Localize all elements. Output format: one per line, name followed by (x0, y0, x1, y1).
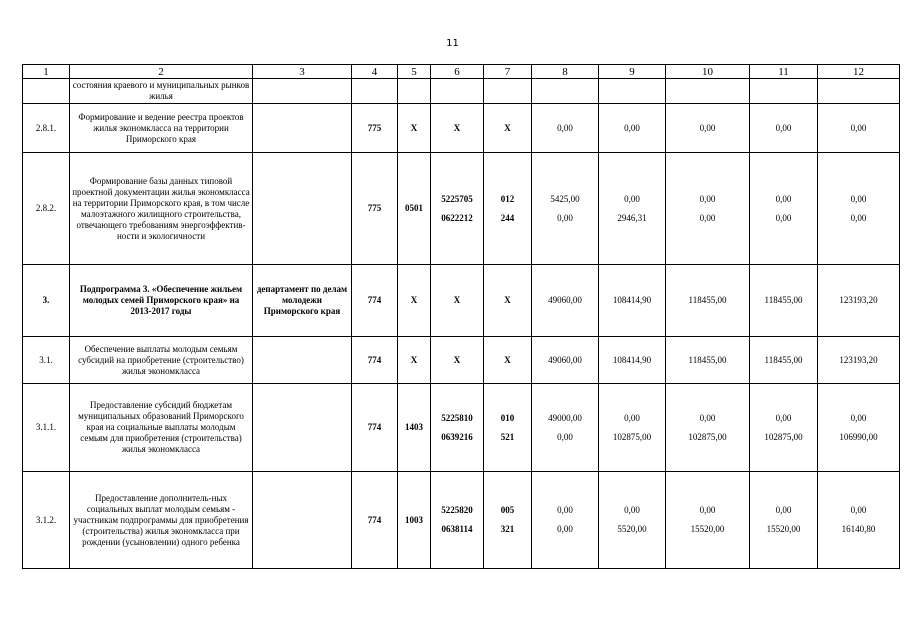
cell-c12 (818, 384, 900, 472)
row-executor (253, 79, 352, 104)
cell-value: 0622212 (441, 212, 473, 223)
cell-c4: 775 (352, 104, 398, 153)
cell-c11: 0,00 (750, 104, 818, 153)
cell-c9 (599, 472, 666, 569)
row-name: Формирование и ведение реестра проектов жилья экономкласса на территории Приморского края (70, 104, 253, 153)
cell-value: 012 (500, 193, 515, 204)
cell-value: 0,00 (850, 412, 867, 423)
cell-value: 102875,00 (612, 431, 652, 442)
cell-value: 0,00 (624, 412, 640, 423)
cell-c6: X (431, 337, 484, 384)
cell-value: 0,00 (624, 505, 640, 515)
cell-c9: 108414,90 (599, 337, 666, 384)
page-number: 11 (446, 38, 459, 49)
cell-c11 (750, 384, 818, 472)
cell-c7 (484, 472, 532, 569)
cell-c11 (750, 153, 818, 265)
cell-c12 (818, 153, 900, 265)
cell-value: 0,00 (699, 505, 716, 515)
col-header: 3 (253, 65, 352, 79)
cell-value: 0,00 (850, 212, 867, 223)
cell-c7 (484, 79, 532, 104)
cell-c8 (532, 472, 599, 569)
cell-value: 102875,00 (764, 431, 803, 442)
cell-c9: 0,00 (599, 104, 666, 153)
cell-c10 (666, 384, 750, 472)
cell-c4 (352, 79, 398, 104)
cell-c7 (484, 384, 532, 472)
cell-c4: 774 (352, 472, 398, 569)
cell-value: 0,00 (850, 505, 867, 515)
cell-c5: 1003 (398, 472, 431, 569)
cell-c5: X (398, 337, 431, 384)
cell-c7: X (484, 337, 532, 384)
cell-value: 5425,00 (550, 193, 580, 204)
cell-c9 (599, 79, 666, 104)
cell-value: 5225810 (441, 412, 473, 423)
cell-c5 (398, 79, 431, 104)
row-name: Предоставление субсидий бюджетам муниципальных образований Приморского края на социальные выплаты молодым семьям для приобретения (строительства) жилья экономкласса (70, 384, 253, 472)
cell-c8 (532, 384, 599, 472)
row-name: Формирование базы данных типовой проектной документации жилья экономкласса на территории Приморского края, в том числе малоэтажного жилищного строительства, отвечающего требованиям энергоэффектив-ности и экологичности (70, 153, 253, 265)
cell-c10 (666, 79, 750, 104)
row-number: 3.1.1. (23, 384, 70, 472)
cell-c12: 0,00 (818, 104, 900, 153)
cell-c5: 0501 (398, 153, 431, 265)
cell-c10: 118455,00 (666, 337, 750, 384)
cell-value: 010 (500, 412, 515, 423)
cell-value: 244 (500, 212, 515, 223)
cell-c5: X (398, 265, 431, 337)
cell-value: 15520,00 (766, 524, 801, 534)
col-header: 4 (352, 65, 398, 79)
cell-value: 0638114 (441, 524, 473, 534)
cell-c11 (750, 79, 818, 104)
cell-c5: X (398, 104, 431, 153)
col-header: 1 (23, 65, 70, 79)
cell-value: 0,00 (699, 193, 716, 204)
cell-c12: 123193,20 (818, 265, 900, 337)
row-executor (253, 384, 352, 472)
cell-value: 0639216 (441, 431, 473, 442)
cell-value: 15520,00 (690, 524, 725, 534)
cell-c10: 0,00 (666, 104, 750, 153)
row-name: Предоставление дополнитель-ных социальных выплат молодым семьям - участникам подпрограммы для приобретения (строительства) жилья экономкласса при рождении (усыновлении) одного ребенка (70, 472, 253, 569)
table-row (23, 79, 900, 104)
row-executor (253, 337, 352, 384)
cell-value: 0,00 (699, 212, 716, 223)
cell-value: 5225705 (441, 193, 473, 204)
col-header: 5 (398, 65, 431, 79)
cell-value: 0,00 (624, 193, 640, 204)
cell-value: 5225820 (441, 505, 473, 515)
cell-c4: 774 (352, 265, 398, 337)
row-number: 3. (23, 265, 70, 337)
cell-c9: 108414,90 (599, 265, 666, 337)
row-name: Подпрограмма 3. «Обеспечение жильем молодых семей Приморского края» на 2013-2017 годы (70, 265, 253, 337)
cell-c11: 118455,00 (750, 265, 818, 337)
cell-c6 (431, 79, 484, 104)
cell-value: 521 (500, 431, 515, 442)
cell-c9 (599, 153, 666, 265)
row-executor (253, 472, 352, 569)
row-name: состояния краевого и муниципальных рынков жилья (70, 79, 253, 104)
cell-value: 16140,80 (841, 524, 876, 534)
cell-c12: 123193,20 (818, 337, 900, 384)
table-row (23, 337, 900, 384)
cell-c10 (666, 153, 750, 265)
cell-value: 0,00 (775, 193, 792, 204)
cell-c6: X (431, 265, 484, 337)
table-row (23, 472, 900, 569)
row-executor (253, 104, 352, 153)
row-number: 2.8.2. (23, 153, 70, 265)
cell-value: 321 (500, 524, 515, 534)
row-number (23, 79, 70, 104)
cell-value: 5520,00 (617, 524, 647, 534)
cell-c8: 0,00 (532, 104, 599, 153)
cell-value: 49000,00 (548, 412, 582, 423)
cell-value: 102875,00 (688, 431, 727, 442)
cell-value: 0,00 (557, 524, 573, 534)
cell-c8 (532, 79, 599, 104)
row-number: 3.1. (23, 337, 70, 384)
cell-c6 (431, 384, 484, 472)
program-table (22, 64, 900, 569)
cell-value: 0,00 (699, 412, 716, 423)
cell-c11 (750, 472, 818, 569)
cell-c7 (484, 153, 532, 265)
row-executor (253, 153, 352, 265)
row-executor: департамент по делам молодежи Приморского края (253, 265, 352, 337)
cell-c12 (818, 472, 900, 569)
cell-c11: 118455,00 (750, 337, 818, 384)
cell-c9 (599, 384, 666, 472)
cell-c7: X (484, 104, 532, 153)
cell-c10 (666, 472, 750, 569)
col-header: 10 (666, 65, 750, 79)
table-row (23, 153, 900, 265)
cell-c4: 775 (352, 153, 398, 265)
cell-c6 (431, 472, 484, 569)
cell-value: 005 (500, 505, 515, 515)
cell-value: 0,00 (557, 431, 573, 442)
row-number: 2.8.1. (23, 104, 70, 153)
col-header: 8 (532, 65, 599, 79)
table-row (23, 384, 900, 472)
cell-c4: 774 (352, 384, 398, 472)
cell-c7: X (484, 265, 532, 337)
col-header: 6 (431, 65, 484, 79)
cell-c5: 1403 (398, 384, 431, 472)
cell-value: 0,00 (775, 505, 792, 515)
col-header: 11 (750, 65, 818, 79)
col-header: 7 (484, 65, 532, 79)
cell-value: 106990,00 (839, 431, 878, 442)
cell-c6: X (431, 104, 484, 153)
cell-value: 2946,31 (617, 212, 647, 223)
cell-c6 (431, 153, 484, 265)
cell-value: 0,00 (775, 412, 792, 423)
cell-value: 0,00 (850, 193, 867, 204)
cell-c8: 49060,00 (532, 265, 599, 337)
table-row (23, 104, 900, 153)
cell-c10: 118455,00 (666, 265, 750, 337)
col-header: 9 (599, 65, 666, 79)
row-name: Обеспечение выплаты молодым семьям субсидий на приобретение (строительство) жилья экономкласса (70, 337, 253, 384)
cell-c12 (818, 79, 900, 104)
cell-c8 (532, 153, 599, 265)
col-header: 2 (70, 65, 253, 79)
table-row (23, 265, 900, 337)
table-header-row (23, 65, 900, 79)
cell-value: 0,00 (557, 505, 573, 515)
cell-c8: 49060,00 (532, 337, 599, 384)
cell-value: 0,00 (775, 212, 792, 223)
col-header: 12 (818, 65, 900, 79)
row-number: 3.1.2. (23, 472, 70, 569)
cell-value: 0,00 (557, 212, 573, 223)
cell-c4: 774 (352, 337, 398, 384)
